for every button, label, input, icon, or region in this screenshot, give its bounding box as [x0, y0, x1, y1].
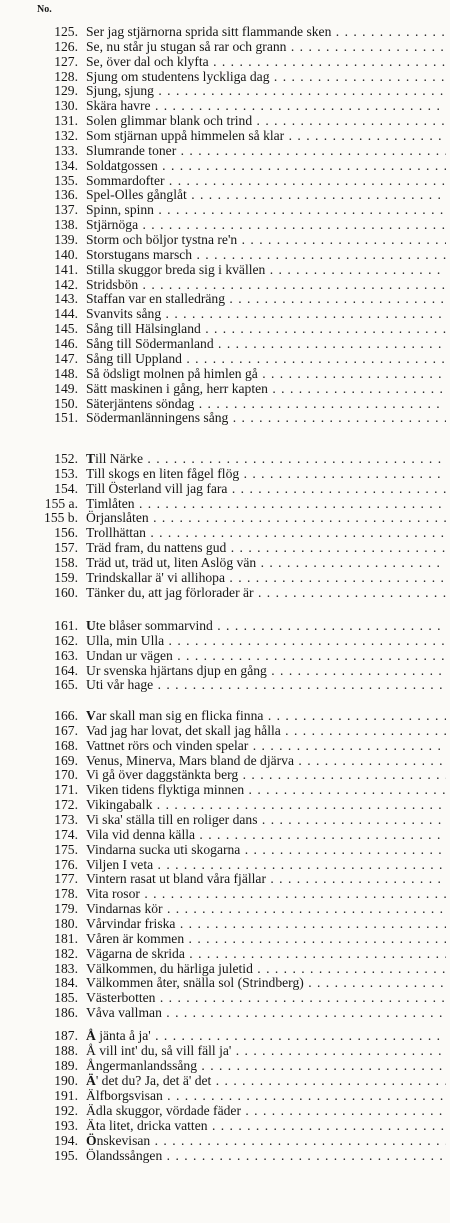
entry-title: Södermanlänningens sång . . .: [86, 410, 446, 425]
index-entry: [0, 232, 450, 247]
entry-title: Våva vallman . . .: [86, 1005, 446, 1020]
entry-number: 125.: [54, 24, 78, 39]
entry-number: 138.: [54, 217, 78, 233]
index-entry: [0, 187, 450, 202]
index-entry: [0, 946, 450, 961]
index-entry: [0, 83, 450, 98]
index-entry: [0, 351, 450, 366]
index-entry: [0, 1073, 450, 1088]
entry-number: 127.: [54, 53, 78, 69]
entry-title: Vintern rasat ut bland våra fjällar . . .: [86, 871, 446, 886]
entry-title: Till Närke . . .: [86, 451, 446, 466]
entry-number: 166.: [54, 708, 78, 723]
index-entry: [0, 827, 450, 842]
entry-title: Se, över dal och klyfta . . .: [86, 54, 446, 69]
entry-number: 142.: [54, 276, 78, 292]
entry-title: Så ödsligt molnen på himlen gå . . .: [86, 366, 446, 381]
index-entry: [0, 1043, 450, 1058]
entry-number: 154.: [54, 480, 78, 496]
index-entry: [0, 496, 450, 511]
index-entry: [0, 857, 450, 872]
entry-number: 145.: [54, 321, 78, 337]
entry-number: 177.: [54, 871, 78, 887]
index-entry: [0, 98, 450, 113]
entry-title: Vindarna sucka uti skogarna . . .: [86, 842, 446, 857]
entry-number: 171.: [54, 782, 78, 798]
index-entry: [0, 767, 450, 782]
entry-title: Viljen I veta . . .: [86, 857, 446, 872]
entry-number: 140.: [54, 246, 78, 262]
index-entry: [0, 753, 450, 768]
entry-number: 169.: [54, 752, 78, 768]
index-entry: [0, 39, 450, 54]
entry-title: Skära havre . . .: [86, 98, 446, 113]
index-entry: [0, 202, 450, 217]
entry-title: Trollhättan . . .: [86, 525, 446, 540]
entry-number: 158.: [54, 555, 78, 571]
index-entry: [0, 291, 450, 306]
index-entry: [0, 54, 450, 69]
entry-title: Soldatgossen . . .: [86, 158, 446, 173]
entry-number: 182.: [54, 945, 78, 961]
entry-title: Önskevisan . . .: [86, 1133, 446, 1148]
entry-title: Vikingabalk . . .: [86, 797, 446, 812]
entry-title: Sjung om studentens lyckliga dag . . .: [86, 69, 446, 84]
entry-title: Vita rosor . . .: [86, 886, 446, 901]
entry-number: 191.: [54, 1087, 78, 1103]
entry-title: Äta litet, dricka vatten . . .: [86, 1118, 446, 1133]
index-entry: [0, 381, 450, 396]
entry-number: 152.: [54, 451, 78, 466]
entry-number: 129.: [54, 83, 78, 99]
entry-title: Timlåten . . .: [86, 496, 446, 511]
entry-number: 155 b.: [44, 510, 78, 526]
entry-title: Spel-Olles gånglåt . . .: [86, 187, 446, 202]
number-column-header: No.: [37, 4, 52, 15]
index-entry: [0, 1103, 450, 1118]
entry-title: Uti vår hage . . .: [86, 677, 446, 692]
entry-title: Storm och böljor tystna re'n . . .: [86, 232, 446, 247]
entry-number: 184.: [54, 975, 78, 991]
index-entry: [0, 336, 450, 351]
entry-title: Stridsbön . . .: [86, 277, 446, 292]
index-entry: [0, 451, 450, 466]
index-entry: [0, 782, 450, 797]
entry-title: Ångermanlandssång . . .: [86, 1058, 446, 1073]
entry-title: Ur svenska hjärtans djup en gång . . .: [86, 663, 446, 678]
entry-title: Ölandssången . . .: [86, 1148, 446, 1163]
entry-number: 128.: [54, 68, 78, 84]
index-entry: [0, 1133, 450, 1148]
entry-title: Viken tidens flyktiga minnen . . .: [86, 782, 446, 797]
entry-title: Trindskallar ä' vi allihopa . . .: [86, 570, 446, 585]
entry-number: 149.: [54, 380, 78, 396]
index-entry: [0, 812, 450, 827]
entry-number: 144.: [54, 306, 78, 322]
index-entry: [0, 842, 450, 857]
entry-title: Sång till Hälsingland . . .: [86, 321, 446, 336]
entry-title: Ä' det du? Ja, det ä' det . . .: [86, 1073, 446, 1088]
entry-number: 161.: [54, 618, 78, 633]
entry-title: Välkommen, du härliga juletid . . .: [86, 961, 446, 976]
entry-number: 136.: [54, 187, 78, 203]
index-entry: [0, 738, 450, 753]
entry-number: 133.: [54, 142, 78, 158]
index-entry: [0, 1028, 450, 1043]
entry-number: 194.: [54, 1133, 78, 1148]
entry-title: Venus, Minerva, Mars bland de djärva . . .: [86, 753, 446, 768]
entry-title: Sång till Södermanland . . .: [86, 336, 446, 351]
entry-number: 130.: [54, 98, 78, 114]
entry-number: 160.: [54, 584, 78, 600]
index-entry: [0, 217, 450, 232]
entry-number: 139.: [54, 232, 78, 248]
index-entry: [0, 990, 450, 1005]
entry-number: 180.: [54, 916, 78, 932]
entry-number: 167.: [54, 722, 78, 738]
index-entry: [0, 931, 450, 946]
index-entry: [0, 570, 450, 585]
entry-number: 183.: [54, 960, 78, 976]
entry-number: 185.: [54, 990, 78, 1006]
entry-title: Storstugans marsch . . .: [86, 247, 446, 262]
entry-number: 146.: [54, 336, 78, 352]
index-entry: [0, 1005, 450, 1020]
entry-number: 151.: [54, 410, 78, 426]
index-entry: [0, 1148, 450, 1163]
entry-number: 186.: [54, 1005, 78, 1021]
entry-title: Välkommen åter, snälla sol (Strindberg) . . .: [86, 975, 446, 990]
entry-title: Ädla skuggor, vördade fäder . . .: [86, 1103, 446, 1118]
entry-number: 141.: [54, 261, 78, 277]
entry-number: 178.: [54, 886, 78, 902]
entry-number: 181.: [54, 930, 78, 946]
entry-title: Till Österland vill jag fara . . .: [86, 481, 446, 496]
entry-number: 135.: [54, 172, 78, 188]
entry-title: Vattnet rörs och vinden spelar . . .: [86, 738, 446, 753]
entry-number: 159.: [54, 569, 78, 585]
entry-number: 165.: [54, 677, 78, 693]
index-entry: [0, 975, 450, 990]
entry-number: 195.: [54, 1147, 78, 1163]
entry-number: 132.: [54, 128, 78, 144]
entry-number: 131.: [54, 113, 78, 129]
entry-number: 155 a.: [44, 495, 78, 511]
entry-title: Ute blåser sommarvind . . .: [86, 618, 446, 633]
index-entry: [0, 618, 450, 633]
entry-title: Å jänta å ja' . . .: [86, 1028, 446, 1043]
entry-number: 176.: [54, 856, 78, 872]
entry-number: 153.: [54, 465, 78, 481]
entry-title: Till skogs en liten fågel flög . . .: [86, 466, 446, 481]
entry-title: Sång till Uppland . . .: [86, 351, 446, 366]
index-entry: [0, 916, 450, 931]
entry-number: 163.: [54, 647, 78, 663]
entry-title: Träd fram, du nattens gud . . .: [86, 540, 446, 555]
entry-title: Som stjärnan uppå himmelen så klar . . .: [86, 128, 446, 143]
index-entry: [0, 173, 450, 188]
index-entry: [0, 871, 450, 886]
entry-number: 126.: [54, 38, 78, 54]
entry-number: 172.: [54, 797, 78, 813]
index-entry: [0, 961, 450, 976]
entry-number: 137.: [54, 202, 78, 218]
entry-number: 174.: [54, 826, 78, 842]
entry-number: 162.: [54, 632, 78, 648]
entry-title: Spinn, spinn . . .: [86, 202, 446, 217]
entry-title: Våren är kommen . . .: [86, 931, 446, 946]
index-entry: [0, 797, 450, 812]
index-entry: [0, 24, 450, 39]
index-entry: [0, 247, 450, 262]
index-entry: [0, 481, 450, 496]
index-entry: [0, 306, 450, 321]
entry-title: Vi ska' ställa till en roliger dans . . .: [86, 812, 446, 827]
entry-title: Vila vid denna källa . . .: [86, 827, 446, 842]
index-entry: [0, 396, 450, 411]
entry-number: 179.: [54, 901, 78, 917]
entry-title: Tänker du, att jag förlorader är . . .: [86, 585, 446, 600]
entry-number: 189.: [54, 1057, 78, 1073]
entry-number: 157.: [54, 540, 78, 556]
entry-title: Slumrande toner . . .: [86, 143, 446, 158]
entry-title: Säterjäntens söndag . . .: [86, 396, 446, 411]
entry-title: Sätt maskinen i gång, herr kapten . . .: [86, 381, 446, 396]
entry-number: 164.: [54, 662, 78, 678]
entry-title: Vad jag har lovat, det skall jag hålla . . .: [86, 723, 446, 738]
entry-title: Sommardofter . . .: [86, 173, 446, 188]
index-entry: [0, 555, 450, 570]
entry-number: 134.: [54, 157, 78, 173]
entry-title: Å vill int' du, så vill fäll ja' . . .: [86, 1043, 446, 1058]
entry-number: 190.: [54, 1073, 78, 1088]
entry-title: Västerbotten . . .: [86, 990, 446, 1005]
index-entry: [0, 1088, 450, 1103]
index-entry: [0, 158, 450, 173]
entry-number: 143.: [54, 291, 78, 307]
entry-title: Ser jag stjärnorna sprida sitt flammande sken . . .: [86, 24, 446, 39]
entry-title: Var skall man sig en flicka finna . . .: [86, 708, 446, 723]
entry-number: 193.: [54, 1117, 78, 1133]
index-entry: [0, 410, 450, 425]
index-entry: [0, 708, 450, 723]
index-entry: [0, 1058, 450, 1073]
entry-title: Vindarnas kör . . .: [86, 901, 446, 916]
index-entry: [0, 901, 450, 916]
index-entry: [0, 143, 450, 158]
entry-number: 156.: [54, 525, 78, 541]
entry-title: Ulla, min Ulla . . .: [86, 633, 446, 648]
index-entry: [0, 277, 450, 292]
entry-number: 187.: [54, 1028, 78, 1043]
index-entry: [0, 648, 450, 663]
entry-title: Vi gå över daggstänkta berg . . .: [86, 767, 446, 782]
index-entry: [0, 262, 450, 277]
index-entry: [0, 69, 450, 84]
entry-number: 147.: [54, 350, 78, 366]
entry-number: 168.: [54, 737, 78, 753]
entry-title: Se, nu står ju stugan så rar och grann . . .: [86, 39, 446, 54]
entry-title: Träd ut, träd ut, liten Aslög vän . . .: [86, 555, 446, 570]
index-entry: [0, 510, 450, 525]
index-entry: [0, 886, 450, 901]
index-entry: [0, 128, 450, 143]
index-entry: [0, 525, 450, 540]
index-entry: [0, 663, 450, 678]
entry-title: Vårvindar friska . . .: [86, 916, 446, 931]
index-entry: [0, 540, 450, 555]
entry-number: 192.: [54, 1102, 78, 1118]
entry-title: Stjärnöga . . .: [86, 217, 446, 232]
entry-title: Sjung, sjung . . .: [86, 83, 446, 98]
entry-title: Örjanslåten . . .: [86, 510, 446, 525]
index-entry: [0, 723, 450, 738]
entry-number: 150.: [54, 395, 78, 411]
entry-title: Staffan var en stalledräng . . .: [86, 291, 446, 306]
entry-title: Älfborgsvisan . . .: [86, 1088, 446, 1103]
index-entry: [0, 585, 450, 600]
entry-number: 175.: [54, 841, 78, 857]
index-entry: [0, 366, 450, 381]
entry-title: Svanvits sång . . .: [86, 306, 446, 321]
entry-title: Stilla skuggor breda sig i kvällen . . .: [86, 262, 446, 277]
entry-title: Vägarna de skrida . . .: [86, 946, 446, 961]
entry-number: 188.: [54, 1042, 78, 1058]
index-entry: [0, 633, 450, 648]
index-entry: [0, 113, 450, 128]
index-entry: [0, 1118, 450, 1133]
index-entry: [0, 321, 450, 336]
index-entry: [0, 466, 450, 481]
index-entry: [0, 677, 450, 692]
entry-title: Undan ur vägen . . .: [86, 648, 446, 663]
entry-number: 148.: [54, 365, 78, 381]
entry-number: 170.: [54, 767, 78, 783]
entry-title: Solen glimmar blank och trind . . .: [86, 113, 446, 128]
entry-number: 173.: [54, 812, 78, 828]
